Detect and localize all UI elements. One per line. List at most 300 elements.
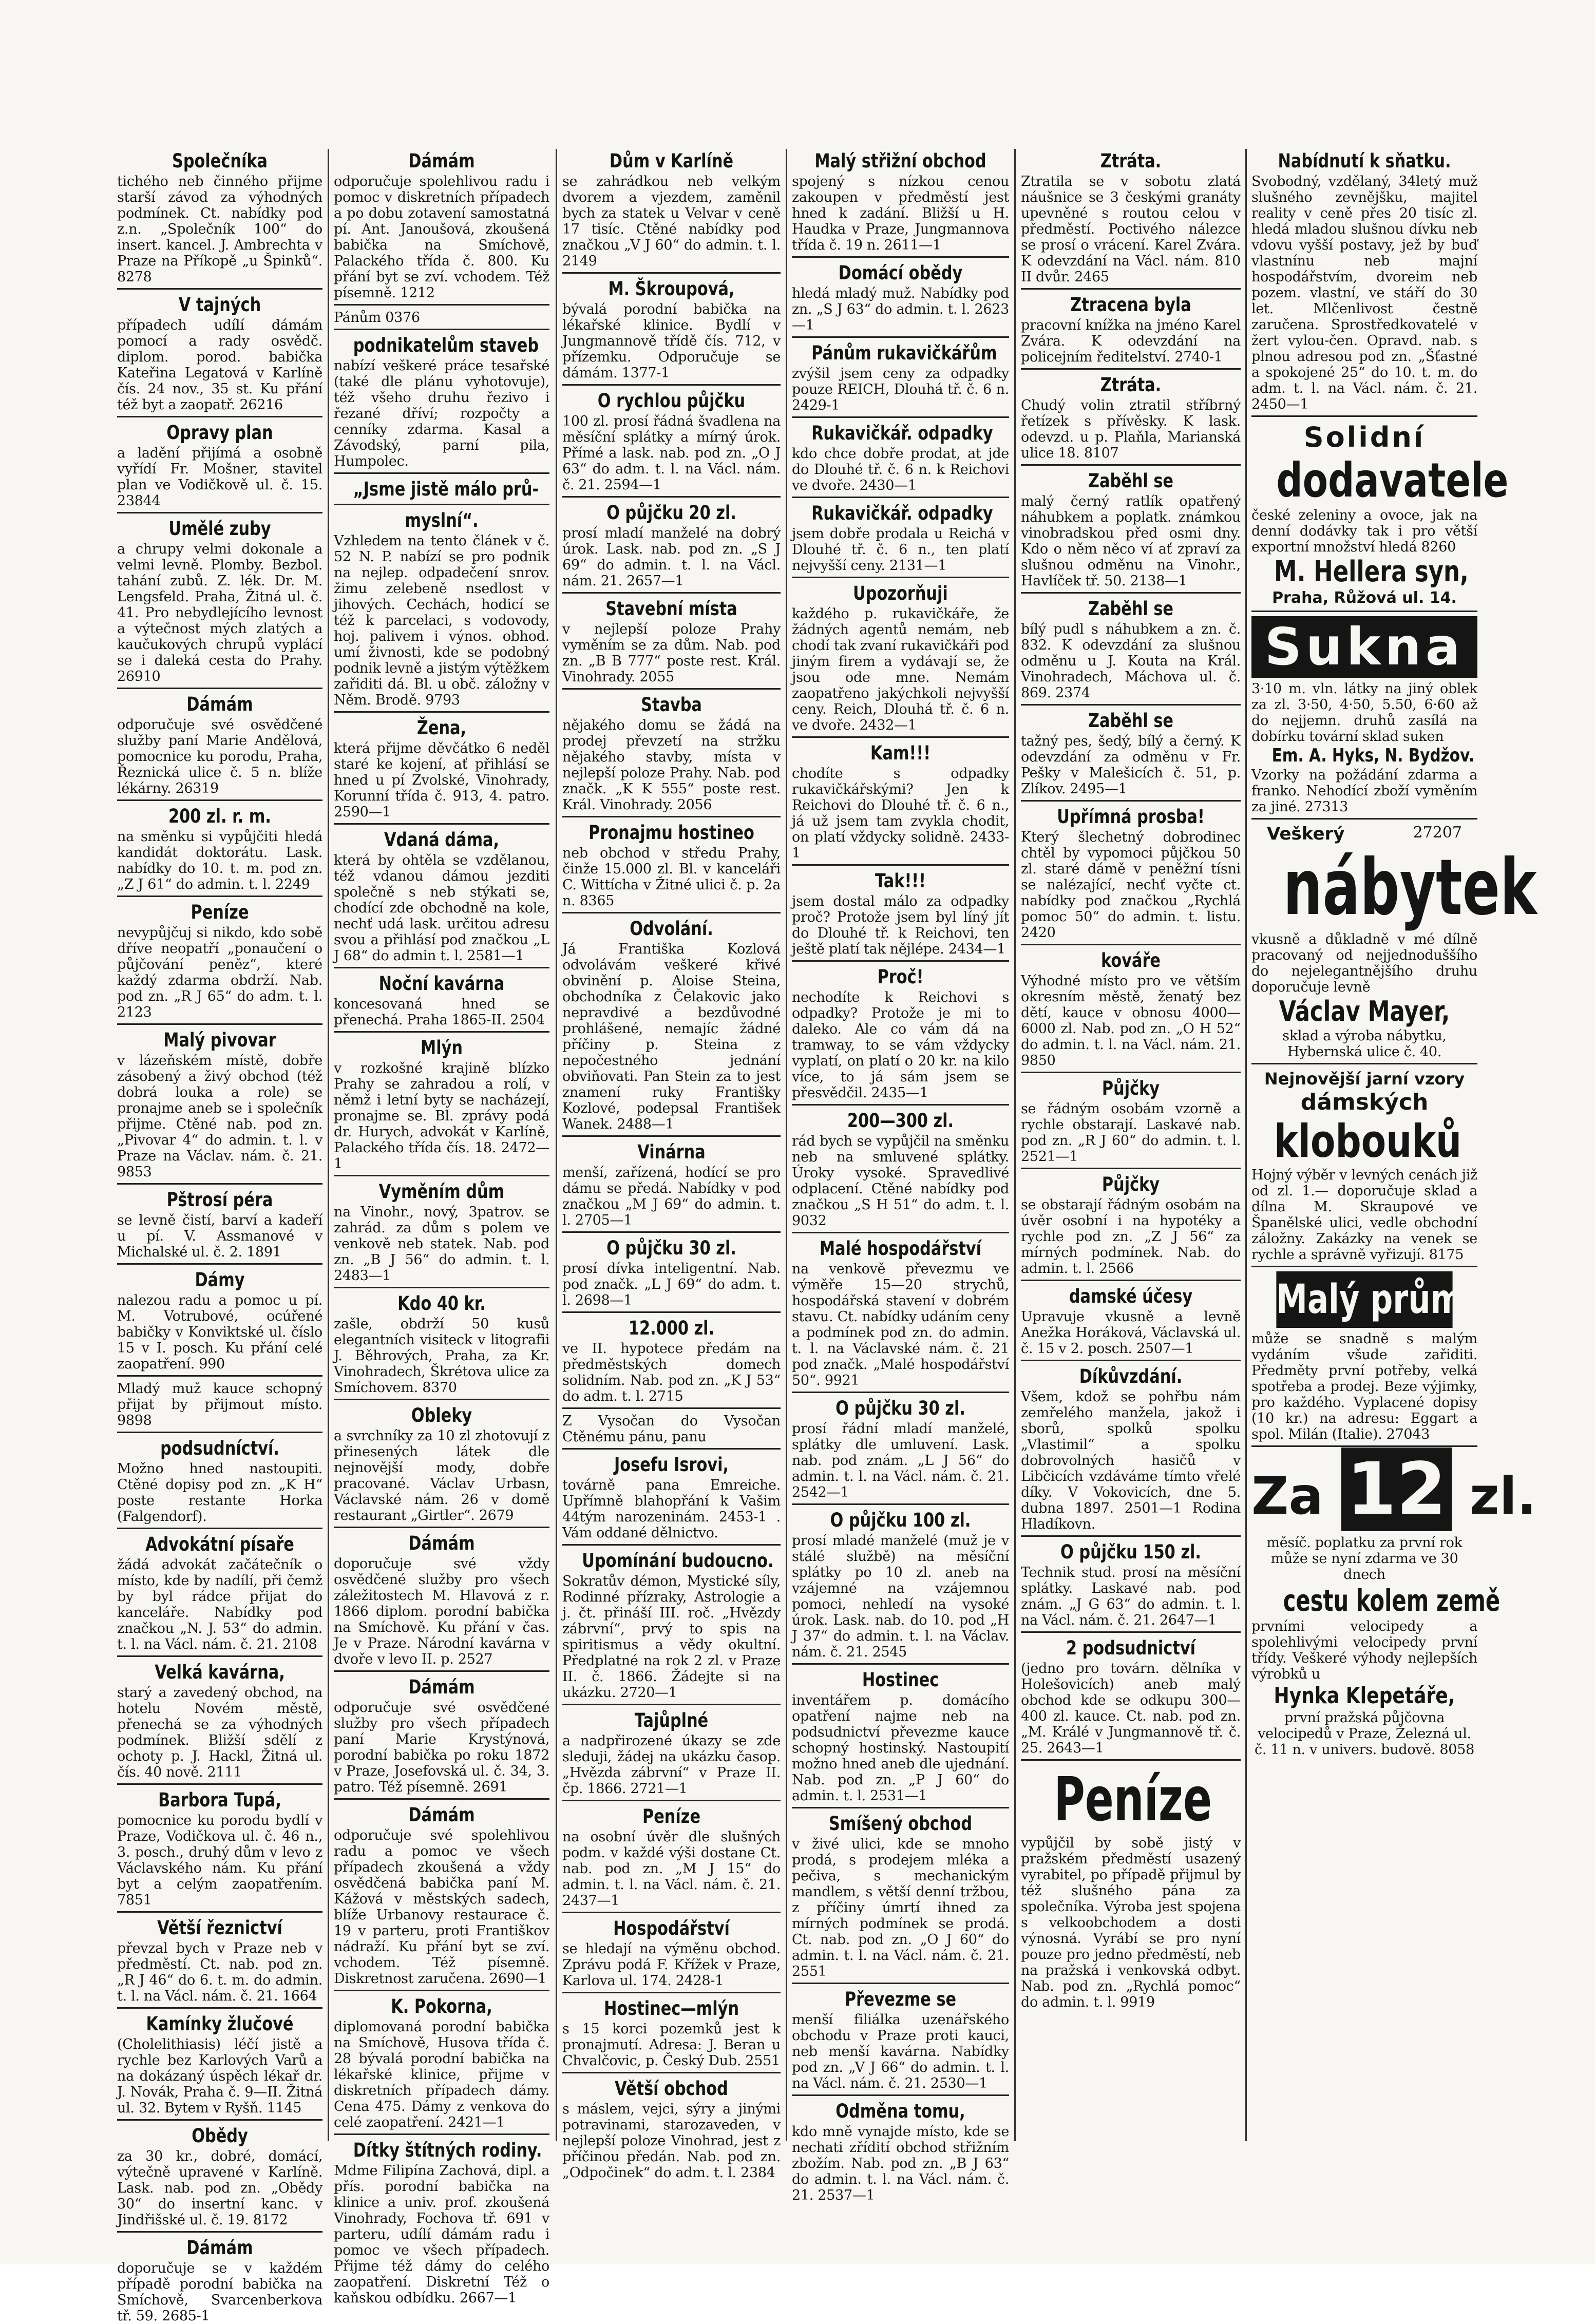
ad-separator (334, 711, 549, 713)
ad-heading: Mlýn (421, 1037, 463, 1059)
ad-separator (334, 1175, 549, 1176)
ad-heading: Díkůvzdání. (1079, 1365, 1183, 1387)
ad-heading: Stavební místa (605, 598, 737, 620)
ad-heading: V tajných (178, 294, 261, 316)
ad-body: menší, zařízená, hodící se pro dámu se předá. Nabídky v pod značkou „M J 69“ do admin. t. l. 2705—1 (562, 1165, 781, 1228)
ad-body: a chrupy velmi dokonale a velmi levně. Plomby. Bezbol. tahání zubů. Z. lék. Dr. M. Lengsfeld. Praha, Žitná ul. č. 41. Pro nebydlejícího levnost a výtečnost mých zlatých a kaučukových chrupů vyplácí se i daleká cesta do Prahy. 26910 (117, 541, 322, 684)
ad-separator (334, 1527, 549, 1528)
classified-ad (1021, 1285, 1241, 1357)
ad-body: zašle, obdrží 50 kusů elegantních visiteck v litografii J. Běhrových, Praha, za Kr. Vinohradech, Škrétova ulice za Smíchovem. 8370 (334, 1316, 549, 1396)
ad-body: Mladý muž kauce schopný přijat by přijmout místo. 9898 (117, 1381, 322, 1428)
ad-body: v živé ulici, kde se mnoho prodá, s prodejem mléka a pečiva, s mechanickým mandlem, s větší denní tržbou, z příčiny úmrtí ihned za mírných podmínek se prodá. Ct. nab. pod zn. „O J 60“ do admin. t. l. na Václ. nám. č. 21. 2551 (792, 1836, 1009, 1979)
classified-ad (334, 973, 549, 1028)
classified-ad (792, 582, 1009, 733)
classified-ad (792, 342, 1009, 413)
ad-heading: Obleky (411, 1404, 472, 1426)
ad-heading: O půjčku 100 zl. (830, 1509, 971, 1531)
ad-separator (1021, 1631, 1241, 1633)
klobouky-body: Hojný výběr v levných cenách již od zl. 1.— doporučuje sklad a dílna M. Skraupové ve Španělské ulici, vedle obchodní záložny. Zakázky na venek se rychle a správně vyřizují. 8175 (1251, 1167, 1477, 1263)
classified-ad (1021, 1365, 1241, 1532)
ad-separator (117, 1783, 322, 1785)
ad-body: menší filiálka uzenářského obchodu v Praze proti kauci, neb menší kavárna. Nabídky pod zn. „V J 66“ do admin. t. l. na Václ. nám. č. 21. 2530—1 (792, 2012, 1009, 2091)
ad-separator (792, 864, 1009, 866)
ad-separator (1021, 464, 1241, 466)
ad-heading: Malé hospodářství (819, 1237, 982, 1260)
ad-separator (1021, 944, 1241, 945)
ad-heading: Malý střižní obchod (814, 150, 986, 172)
classified-ad (334, 1037, 549, 1172)
classified-ad (334, 1995, 549, 2130)
classified-ad (334, 1804, 549, 1987)
ad-heading: Pánům rukavičkářům (811, 342, 997, 364)
ad-body: chodíte s odpadky rukavičkářskými? Jen k Reichovi do Dlouhé tř. č. 6 n., já už jsem tam zvykla chodit, on platí vždycky solidně. 2433-1 (792, 766, 1009, 861)
ad-separator (334, 1798, 549, 1800)
classified-ad (792, 742, 1009, 861)
ad-heading: Barbora Tupá, (158, 1789, 281, 1811)
ad-separator (562, 2072, 781, 2073)
ad-body: za 30 kr., dobré, domácí, výtečně upravené v Karlíně. Lask. nab. pod zn. „Obědy 30“ do insertní kanc. v Jindřišské ul. č. 19. 8172 (117, 2148, 322, 2228)
classified-ad (334, 1180, 549, 1284)
classified-ad (562, 822, 781, 909)
ad-body: inventářem p. domácího opatření najme neb na podsudnictví převezme kauce schopný hostinský. Nastoupití možno hned aneb dle ujednání. Nab. pod zn. „P J 60“ do admin. t. l. 2531—1 (792, 1692, 1009, 1804)
classified-ad (334, 334, 549, 469)
ad-heading: Opravy plan (166, 422, 273, 444)
ad-separator (562, 592, 781, 594)
ad-separator (792, 1104, 1009, 1106)
ad-separator (562, 1231, 781, 1233)
ad-heading: Hostinec—mlýn (603, 1997, 739, 2020)
ad-body: nechodíte k Reichovi s odpadky? Protože je mi to daleko. Ale co vám dá na tramway, to se vám vždycky vyplatí, on platí o 20 kr. na kilo více, to já sám jsem se přesvědčil. 2435—1 (792, 989, 1009, 1101)
ad-body: a nadpřirozené úkazy se zde sleduji, žádej na ukázku časop. „Hvězda zábrvní“ v Praze II. čp. 1866. 2721—1 (562, 1733, 781, 1797)
prumysl-title: Malý průmysl (1276, 1271, 1452, 1328)
ad-heading: O půjčku 30 zl. (836, 1397, 965, 1419)
classified-ad (562, 598, 781, 685)
ad-heading: 12.000 zl. (628, 1317, 715, 1339)
classified-ad (562, 1317, 781, 1404)
ad-column-1 (117, 149, 322, 2324)
column-rule (328, 149, 329, 2141)
classified-ad (792, 1669, 1009, 1804)
ad-body: Chudý volin ztratil stříbrný řetízek s přívěsky. K lask. odevzd. u p. Plaňla, Marianská ulice 18. 8107 (1021, 397, 1241, 461)
ad-body: spojený s nízkou cenou zakoupen v předměstí jest hned k zadání. Bližší u H. Haudka v Praze, Jungmannova třída č. 19 n. 2611—1 (792, 174, 1009, 253)
ad-separator (117, 2119, 322, 2121)
ad-separator (334, 1287, 549, 1288)
ad-separator (792, 2094, 1009, 2096)
ad-heading: Kamínky žlučové (146, 2013, 294, 2035)
classified-ad (792, 1237, 1009, 1388)
classified-ad (117, 1189, 322, 1260)
ad-separator (792, 1232, 1009, 1233)
ad-heading: Upřímná prosba! (1057, 806, 1205, 828)
ad-separator (792, 1392, 1009, 1393)
classified-ad (562, 150, 781, 269)
ad-body: hledá mladý muž. Nabídky pod zn. „S J 63“ do admin. t. l. 2623—1 (792, 285, 1009, 333)
ad-body: (Cholelithiasis) léčí jistě a rychle bez Karlových Varů a na dokázaný úspěch lékař dr. J. Novák, Praha č. 9—II. Žitná ul. 32. Bytem v Ryšň. 1145 (117, 2036, 322, 2116)
ad-body: doporučuje se v každém případě porodní babička na Smíchově, Svarcenberkova tř. 59. 2685-1 (117, 2260, 322, 2324)
classified-ad (117, 518, 322, 684)
ad-heading: Peníze (191, 901, 249, 923)
klobouky-title: klobouků (1274, 1115, 1462, 1168)
ad-body: a svrchníky za 10 zl zhotovují z přinesených látek dle nejnovější mody, dobře pracované. Václav Urbasn, Václavské nám. 26 v domě restaurant „Girtler“. 2679 (334, 1428, 549, 1523)
ad-separator (562, 1912, 781, 1913)
classified-ad (117, 1029, 322, 1180)
ad-body: kdo chce dobře prodat, at jde do Dlouhé tř. č. 6 n. k Reichovi ve dvoře. 2430—1 (792, 446, 1009, 493)
ad-body: která by ohtěla se vzdělanou, též vdanou dámou jezditi společně s neb stýkati se, chodící zde obchodně na kole, nechť udá lask. určitou adresu svou a přihlásí pod značkou „L J 68“ do admin t. l. 2581—1 (334, 852, 549, 964)
ad-heading: myslní“. (405, 509, 479, 531)
ad-separator (334, 304, 549, 306)
classified-ad (117, 2125, 322, 2228)
classified-ad (792, 966, 1009, 1101)
ad-heading: Pštrosí péra (166, 1189, 273, 1211)
ad-body: na osobní úvěr dle slušných podm. v každé výši dostane Ct. nab. pod zn. „M J 15“ do admin. t. l. na Václ. nám. č. 21. 2437—1 (562, 1829, 781, 1909)
ad-body: rád bych se vypůjčil na směnku neb na smluvené splátky. Úroky vysoké. Spravedlivé odplacení. Ctěné nabídky pod značkou „S H 51“ do adm. t. l. 9032 (792, 1133, 1009, 1229)
classified-ad (562, 1141, 781, 1228)
ad-separator (334, 1399, 549, 1400)
sukna-firm: Em. A. Hyks, N. Bydžov. (1271, 745, 1475, 766)
ad-heading: Tajůplné (634, 1709, 709, 1731)
ad-body: Já Františka Kozlová odvolávám veškeré křivé obvinění p. Aloise Steina, obchodníka z Čelakovic jako nepravdivé a bezdůvodné prohlášené, nemajíc žádné příčiny p. Steina z nepočestného jednání obviňovati. Pan Stein za to jest znamení ruky Františky Kozlové, podepsal František Wanek. 2488—1 (562, 941, 781, 1132)
nabytek-number: 27207 (1413, 824, 1462, 842)
ad-heading: podsudníctví. (160, 1437, 279, 1459)
ad-heading: Ztráta. (1100, 374, 1162, 396)
ad-separator (117, 2231, 322, 2233)
column-rule (786, 149, 787, 2141)
ad-heading: podnikatelům staveb (353, 334, 539, 356)
ad-heading: Kam!!! (870, 742, 931, 764)
velocipedy-firm: Hynka Klepetáře, (1274, 1683, 1455, 1709)
ad-separator (334, 504, 549, 505)
ad-heading: Dámám (186, 2237, 253, 2259)
ad-body: Upravuje vkusně a levně Anežka Horáková, Václavská ul. č. 15 v 2. posch. 2507—1 (1021, 1309, 1241, 1357)
ad-heading: Smíšený obchod (828, 1813, 973, 1835)
classified-ad (792, 1813, 1009, 1979)
ad-body: (jedno pro továrn. dělníka v Holešovicích) aneb malý obchod kde se odkupu 300—400 zl. kauce. Ct. nab. pod zn. „M. Králé v Jungmannově tř. č. 25. 2643—1 (1021, 1661, 1241, 1756)
ad-body: prosí mladé manželé (muž je v stálé službě) na měsíční splátky po 10 zl. aneb na vzájemné na vzájemnou pomoci, nehledí na vysoké úrok. Lask. nab. do 10. pod „H J 37“ do admin. t. l. na Václav. nám. č. 21. 2545 (792, 1533, 1009, 1660)
classified-ad (792, 1988, 1009, 2091)
ad-heading: Vyměním dům (378, 1180, 505, 1203)
classified-ad (117, 422, 322, 509)
ad-body: 100 zl. prosí řádná švadlena na měsíční splátky a mírný úrok. Přímé a lask. nab. pod zn. „O J 63“ do adm. t. l. na Václ. nám. č. 21. 2594—1 (562, 413, 781, 493)
ad-body: Vzhledem na tento článek v č. 52 N. P. nabízí se pro podnik na nejlep. odpadečení snrov. žimu zelebeně nsedlost v jihových. Cechách, hodicí se též k parcelaci, s vodovody, hoj. palivem i výnos. obhod. umí živnosti, kde se podobný podnik levně a jistým výtěžkem zařiditi dá. Bl. u obč. záložny v Něm. Brodě. 9793 (334, 533, 549, 708)
ad-body: Svobodný, vzdělaný, 34letý muž slušného zevnějšku, majitel reality v ceně přes 20 tisíc zl. hledá mladou slušnou dívku neb vdovu vyšší postavy, jež by buď vlastnínu neb majní hospodářstvím, dvoreim neb pozem. vlastní, ve stáří do 30 let. Mlčenlivost čestně zaručena. Sprostředkovatelé v žert vylou-čen. Opravd. nab. s plnou adresou pod zn. „Šťastné a spokojené 25“ do 10. t. m. do adm. t. l. na Václ. nám. č. 21. 2450—1 (1251, 174, 1477, 412)
classified-ad (792, 150, 1009, 253)
ad-body: diplomovaná porodní babička na Smíchově, Husova třída č. 28 bývalá porodní babička na lékařské klinice, přijme v diskretních případech dámy. Cena 475. Dámy z venkova do celé zaopatření. 2421—1 (334, 2019, 549, 2130)
ad-body: na venkově převezmu ve výměře 15—20 strychů, hospodářská stavení v dobrém stavu. Ct. nabídky udáním ceny a podmínek pod zn. do admin. t. l. na Václavské nám. č. 21 pod značk. „Malé hospodářství 50“. 9921 (792, 1261, 1009, 1388)
classified-ad (562, 1454, 781, 1541)
ad-separator (1021, 800, 1241, 802)
ad-body: prosí řádní mladí manželé, splátky dle umluvení. Lask. nab. pod znám. „L J 56“ do admin. t. l. na Václ. nám. č. 21. 2542—1 (792, 1421, 1009, 1500)
classified-ad (117, 1533, 322, 1652)
ad-body: a ladění přijímá a osobně vyřídí Fr. Mošner, stavitel plan ve Vodičkově ul. č. 15. 23844 (117, 445, 322, 509)
classified-ad (117, 805, 322, 892)
ad-body: Výhodné místo pro ve větším okresním městě, ženatý bez dětí, kauce v obnosu 4000—6000 zl. Nab. pod zn. „O H 52“ do admin. t. l. na Václ. nám. 21. 9850 (1021, 973, 1241, 1069)
ad-heading: Noční kavárna (378, 973, 505, 995)
sukna-title: Sukna (1251, 616, 1477, 678)
ad-separator (334, 329, 549, 330)
ad-body: pomocnice ku porodu bydlí v Praze, Vodičkova ul. č. 46 n., 3. posch., druhý dům v levo z Václavského nám. Ku přání byt a celým zaopatřením. 7851 (117, 1813, 322, 1908)
ad-separator (562, 1448, 781, 1450)
classified-ad (117, 2237, 322, 2324)
ad-heading: O půjčku 150 zl. (1060, 1541, 1201, 1563)
ad-separator (562, 1544, 781, 1546)
classified-ad (562, 390, 781, 493)
ad-body: Sokratův démon, Mystické síly, Rodinné přízraky, Astrologie a j. čt. přináší III. roč. „Hvězdy zábrvní“, prvý to spis na spiritismus a vědy okultní. Předplatné na rok 2 zl. v Praze II. č. 1866. Žádejte si na ukázku. 2720—1 (562, 1573, 781, 1701)
ad-body: tichého neb činného přijme starší závod za výhodných podmínek. Ct. nabídky pod z.n. „Společník 100“ do insert. kancel. J. Ambrechta v Praze na Příkopě „u Špinků“. 8278 (117, 174, 322, 285)
ad-separator (792, 960, 1009, 962)
classified-ad (117, 1917, 322, 2004)
ad-heading: 200—300 zl. (847, 1110, 954, 1132)
classified-ad (1021, 294, 1241, 365)
classified-ad (562, 1709, 781, 1797)
velocipedy-number: 12 (1341, 1447, 1452, 1531)
classified-ad (792, 870, 1009, 957)
ad-heading: Půjčky (1102, 1173, 1160, 1195)
classified-ad (792, 502, 1009, 574)
classified-ad (334, 509, 549, 708)
ad-separator (1021, 368, 1241, 370)
solidni-title: Solidní (1303, 421, 1426, 453)
ad-body: kdo mně vynajde místo, kde se nechati zřídití obchod střižním zbožím. Nab. pod zn. „B J 63“ do admin. t. l. na Václ. nám. č. 21. 2537—1 (792, 2124, 1009, 2203)
ad-body: Z Vysočan do Vysočan Ctěnému pánu, panu (562, 1413, 781, 1445)
ad-separator (117, 512, 322, 513)
ad-separator (562, 816, 781, 817)
nabytek-body: vkusně a důkladně v mé dílně pracovaný od nejjednoduššího do nejelegantnějšího druhu doporučuje levně (1251, 931, 1477, 995)
ad-separator (1021, 592, 1241, 594)
ad-separator (334, 1990, 549, 1991)
ad-body: Ztratila se v sobotu zlatá náušnice se 3 českými granáty upevněné s routou celou v předměstí. Poctivého nálezce se prosí o vrácení. Karel Zvára. K odevzdání na Václ. nám. 810 II dvůr. 2465 (1021, 174, 1241, 285)
ad-separator (117, 2007, 322, 2009)
ad-body: Možno hned nastoupiti. Ctěné dopisy pod zn. „K H“ poste restante Horka (Falgendorf). (117, 1461, 322, 1525)
ad-body: se hledají na výměnu obchod. Zprávu podá F. Křížek v Praze, Karlova ul. 174. 2428-1 (562, 1941, 781, 1989)
ad-separator (117, 1183, 322, 1185)
ad-heading: K. Pokorna, (391, 1995, 492, 2017)
ad-body: s máslem, vejci, sýry a jinými potravinami, starozaveden, v nejlepší poloze Vinohrad, jest z příčinou předán. Nab. pod zn. „Odpočinek“ do adm. t. l. 2384 (562, 2101, 781, 2181)
ad-heading: Malý pivovar (163, 1029, 276, 1051)
classified-ad (562, 694, 781, 813)
ad-separator (562, 272, 781, 274)
ad-heading: Obědy (192, 2125, 248, 2147)
classified-ad (792, 1509, 1009, 1660)
prumysl-body: může se snadně s malým vydáním všude zařiditi. Předměty první potřeby, velká spotřeba a prodej. Beze výjimky, pro každého. Vyplacené dopisy (10 kr.) na adresu: Eggart a spol. Milán (Italie). 27043 (1251, 1331, 1477, 1442)
ad-column-5 (1021, 149, 1241, 2162)
ad-heading: Hostinec (862, 1669, 939, 1691)
classified-ad (1021, 949, 1241, 1069)
classified-ad (792, 422, 1009, 493)
ad-heading: Ztracena byla (1070, 294, 1191, 316)
column-rule (1014, 149, 1016, 2141)
klobouky-ad (1251, 1069, 1477, 1263)
ad-heading: Vdaná dáma, (384, 829, 500, 851)
ad-separator (792, 416, 1009, 418)
ad-heading: Velká kavárna, (155, 1661, 285, 1683)
ad-separator (792, 1663, 1009, 1665)
ad-heading: Zaběhl se (1088, 470, 1173, 492)
nabytek-tail: sklad a výroba nábytku, Hybernská ulice č. 40. (1282, 1028, 1447, 1060)
ad-body: s 15 korci pozemků jest k pronajmutí. Adresa: J. Beran u Chvalčovic, p. Český Dub. 2551 (562, 2021, 781, 2069)
ad-heading: Umělé zuby (168, 518, 271, 540)
velocipedy-body2: prvními velocipedy a spolehlivými velocipedy první třídy. Veškeré výhody nejlepších výrobků u (1251, 1618, 1477, 1682)
classified-ad (334, 717, 549, 820)
ad-separator (117, 416, 322, 417)
ad-separator (562, 688, 781, 690)
ad-heading: 2 podsudnictví (1066, 1637, 1195, 1659)
classified-ad (117, 2013, 322, 2116)
classified-ad (334, 310, 549, 326)
classified-ad (1021, 1541, 1241, 1628)
ad-heading: Dámám (408, 1676, 475, 1698)
sukna-body: 3·10 m. vln. látky na jiný oblek za zl. 3·50, 4·50, 5.50, 6·60 až do nejjemn. druhů zasílá na dobírku tovární sklad suken (1251, 681, 1477, 745)
ad-separator (117, 1528, 322, 1529)
ad-separator (792, 736, 1009, 738)
classified-ad (334, 1292, 549, 1396)
ad-separator (562, 1311, 781, 1313)
ad-heading: Josefu Isrovi, (614, 1454, 729, 1476)
ad-body: Který šlechetný dobrodinec chtěl by vypomoci půjčkou 50 zl. staré dámě v peněžní tísni se nalézající, nechť vyčte ct. nabídky pod značkou „Rychlá pomoc 50“ do admin. t. listu. 2420 (1021, 829, 1241, 941)
penize-ad (1021, 1759, 1241, 2010)
nabytek-kicker: Veškerý (1267, 824, 1345, 844)
classified-ad (1021, 150, 1241, 285)
ad-body: Všem, kdož se pohřbu nám zemřelého manžela, jakož i sborů, spolků spolku „Vlastimil“ a spolku dobrovolných hasičů v Libčicích vzdáváme tímto vřelé díky. V Vokovicích, dne 5. dubna 1897. 2501—1 Rodina Hladíkovn. (1021, 1389, 1241, 1532)
classified-ad (562, 1997, 781, 2069)
ad-body: nalezou radu a pomoc u pí. M. Votrubové, ocúřené babičky v Konviktské ul. číslo 15 v I. posch. Ku přání celé zaopatření. 990 (117, 1292, 322, 1372)
classified-ad (792, 262, 1009, 333)
ad-body: prosí mladí manželé na dobrý úrok. Lask. nab. pod zn. „S J 69“ do admin. t. l. na Václ. nám. 21. 2657—1 (562, 525, 781, 589)
ad-separator (334, 823, 549, 825)
ad-separator (117, 896, 322, 897)
ad-column-3 (562, 149, 781, 2181)
solidni-ad (1251, 421, 1509, 607)
classified-ad (334, 1404, 549, 1523)
ad-heading: Dámám (186, 693, 253, 715)
classified-ad (1021, 1637, 1241, 1756)
classified-ad (562, 2078, 781, 2181)
ad-body: každého p. rukavičkáře, že žádných agentů nemám, neb chodí tak zvaní rukavičkáři pod jiným firem a vydávají se, že jsou ode mne. Nemám zaopatřeno jakýchkoli nejvyšší ceny. Reich, Dlouhá tř. č. 6 n. ve dvoře. 2432—1 (792, 606, 1009, 733)
classified-ad (117, 901, 322, 1020)
velocipedy-tail: první pražská půjčovna velocipedů v Praze, Železná ul. č. 11 n. v univers. budově. 8058 (1255, 1710, 1474, 1758)
ad-body: zvýšil jsem ceny za odpadky pouze REICH, Dlouhá tř. č. 6 n. 2429-1 (792, 366, 1009, 413)
solidni-body: české zeleniny a ovoce, jak na denní dodávky tak i pro větší exportní množství hledá 8260 (1251, 507, 1477, 555)
ad-heading: Odměna tomu, (836, 2100, 965, 2122)
ad-separator (562, 912, 781, 913)
ad-heading: Tak!!! (875, 870, 926, 892)
ad-heading: Převezme se (844, 1988, 957, 2010)
ad-heading: M. Škroupová, (608, 278, 735, 300)
ad-body: starý a zavedený obchod, na hotelu Novém městě, přenechá se za výhodných podmínek. Bližší sdělí z ochoty p. J. Hackl, Žitná ul. čís. 40 nově. 2111 (117, 1685, 322, 1780)
ad-body: pracovní knížka na jméno Karel Zvára. K odevzdání na policejním ředitelství. 2740-1 (1021, 317, 1241, 365)
velocipedy-band: cestu kolem země (1283, 1583, 1501, 1618)
classified-ad (334, 150, 549, 301)
ad-heading: Rukavičkář. odpadky (811, 502, 993, 524)
classified-ad (792, 1397, 1009, 1500)
ad-body: se řádným osobám vzorně a rychle obstarají. Laskavé nab. pod zn. „R J 60“ do admin. t. l. 2521—1 (1021, 1101, 1241, 1165)
nabytek-firm: Václav Mayer, (1279, 995, 1450, 1027)
ad-body: se levně čistí, barví a kadeří u pí. V. Assmanové v Michalské ul. č. 2. 1891 (117, 1212, 322, 1260)
ad-body: Pánům 0376 (334, 310, 420, 326)
ad-body: prosí dívka inteligentní. Nab. pod značk. „L J 69“ do adm. t. l. 2698—1 (562, 1261, 781, 1308)
ad-separator (562, 1704, 781, 1705)
ad-body: odporučuje spolehlivou radu i pomoc v diskretních případech a po dobu zotavení samostatná pí. Ant. Janoušová, zkoušená babička na Smíchově, Palackého třída č. 800. Ku přání byt se zví. vchodem. Též písemně. 1212 (334, 174, 549, 301)
ad-heading: Peníze (642, 1805, 701, 1827)
ad-separator (1021, 288, 1241, 290)
ad-separator (1021, 1535, 1241, 1537)
ad-heading: 200 zl. r. m. (168, 805, 271, 827)
ad-heading: Hospodářství (613, 1917, 730, 1939)
classified-ad (334, 478, 549, 501)
ad-body: doporučuje své vždy osvědčené služby pro všech záležitostech M. Hlavová z r. 1866 diplom. porodní babička na Smíchově. Ku přání v čas. Je v Praze. Národní kavárna v dvoře v levo II. p. 2527 (334, 1556, 549, 1667)
ad-body: se obstarají řádným osobám na úvěr osobní i na hypotéky a rychle pod zn. „Z J 56“ za mírných podmínek. Nab. do admin. t. l. 2566 (1021, 1197, 1241, 1277)
ad-heading: Společníka (172, 150, 268, 172)
ad-heading: kováře (1100, 949, 1161, 971)
ad-heading: Pronajmu hostineo (588, 822, 754, 844)
classified-ad (1021, 806, 1241, 941)
ad-heading: Nabídnutí k sňatku. (1278, 150, 1451, 172)
ad-heading: „Jsme jistě málo prů- (353, 478, 539, 500)
ad-separator (117, 288, 322, 290)
ad-column-4 (792, 149, 1009, 2203)
ad-body: na Vinohr., nový, 3patrov. se zahrád. za dům s polem ve venkově neb statek. Nab. pod zn. „B J 56“ do admin. t. l. 2483—1 (334, 1204, 549, 1284)
ad-separator (117, 1375, 322, 1377)
ad-body: bývalá porodní babička na lékařské klinice. Bydlí v Jungmannově třídě čís. 712, v přízemku. Odporučuje se dámám. 1377-1 (562, 301, 781, 381)
ad-body: Mdme Filipína Zachová, dipl. a přís. porodní babička na klinice a univ. prof. zkoušená Vinohrady, Fochova tř. 691 v parteru, udílí dámám radu i pomoc ve všech případech. Přijme též dámy do celého zaopatření. Diskretní Též o kaňskou odbídku. 2667—1 (334, 2163, 549, 2306)
ad-body: Technik stud. prosí na měsíční splátky. Laskavé nab. pod znám. „J G 63“ do admin. t. l. na Václ. nám. č. 21. 2647—1 (1021, 1565, 1241, 1628)
ad-heading: Vinárna (637, 1141, 706, 1163)
ad-column-2 (334, 149, 549, 2306)
ad-heading: Půjčky (1102, 1077, 1160, 1099)
ad-heading: O půjčku 20 zl. (606, 502, 736, 524)
classified-ad (117, 1661, 322, 1780)
ad-heading: damské účesy (1069, 1285, 1193, 1307)
ad-body: případech udílí dámám pomocí a rady osvědč. diplom. porod. babička Kateřina Legatová v Karlíně čís. 24 nov., 35 st. Ku přání též byt a zaopatř. 26216 (117, 317, 322, 413)
velocipedy-ad (1251, 1447, 1536, 1758)
ad-heading: O půjčku 30 zl. (606, 1237, 736, 1259)
nabytek-ad (1251, 824, 1537, 1060)
klobouky-kicker: Nejnovější jarní vzory (1264, 1069, 1465, 1089)
ad-body: malý černý ratlík opatřený náhubkem a poplatk. známkou vinobradskou před osmi dny. Kdo o něm něco ví ať zpraví za slušnou odměnu na Vinohr., Havlíček tř. 50. 2138—1 (1021, 493, 1241, 589)
ad-heading: Větší řeznictví (157, 1917, 282, 1939)
ad-body: jsem dostal málo za odpadky proč? Protože jsem byl líný jít do Dlouhé tř. k Reichovi, ten ještě platí tak nějlépe. 2434—1 (792, 893, 1009, 957)
ad-heading: Dámy (195, 1269, 245, 1291)
classified-ad (117, 1269, 322, 1372)
ad-body: odporučuje své osvědčené služby paní Marie Andělová, pomocnice ku porodu, Praha, Řeznická ulice č. 5 n. blíže lékárny. 26319 (117, 717, 322, 796)
classified-ad (562, 1237, 781, 1308)
ad-separator (1021, 1072, 1241, 1073)
classified-ad (562, 1917, 781, 1989)
ad-heading: Dámám (408, 1804, 475, 1826)
ad-separator (792, 256, 1009, 258)
ad-heading: Stavba (641, 694, 702, 716)
ad-body: jsem dobře prodala u Reichá v Dlouhé tř. č. 6 n., ten platí nejvyšší ceny. 2131—1 (792, 526, 1009, 574)
ad-heading: Odvolání. (630, 918, 713, 940)
ad-separator (117, 799, 322, 801)
ad-body: odporučuje své osvědčené služby pro všech případech paní Marie Krystýnová, porodní babička po roku 1872 v Praze, Josefovská ul. č. 34, 3. patro. Též písemně. 2691 (334, 1700, 549, 1795)
ad-separator (562, 1992, 781, 1993)
ad-heading: Upozorňuji (853, 582, 948, 604)
ad-separator (562, 1407, 781, 1409)
classified-ad (117, 1437, 322, 1525)
classified-ad (1251, 150, 1477, 412)
solidni-firm: M. Hellera syn, (1274, 555, 1469, 588)
ad-heading: Upomínání budoucno. (582, 1550, 774, 1572)
ad-heading: Zaběhl se (1088, 598, 1173, 620)
classified-ad (1021, 1173, 1241, 1277)
ad-separator (334, 1031, 549, 1033)
ad-separator (334, 2133, 549, 2135)
classified-ad (117, 294, 322, 413)
ad-heading: Dámám (408, 150, 475, 172)
ad-body: tažný pes, šedý, bílý a černý. K odevzdání za odměnu v Fr. Pešky v Malešicích č. 51, p. Zlíkov. 2495—1 (1021, 733, 1241, 797)
ad-separator (1021, 1280, 1241, 1281)
sukna-ad (1251, 616, 1477, 815)
